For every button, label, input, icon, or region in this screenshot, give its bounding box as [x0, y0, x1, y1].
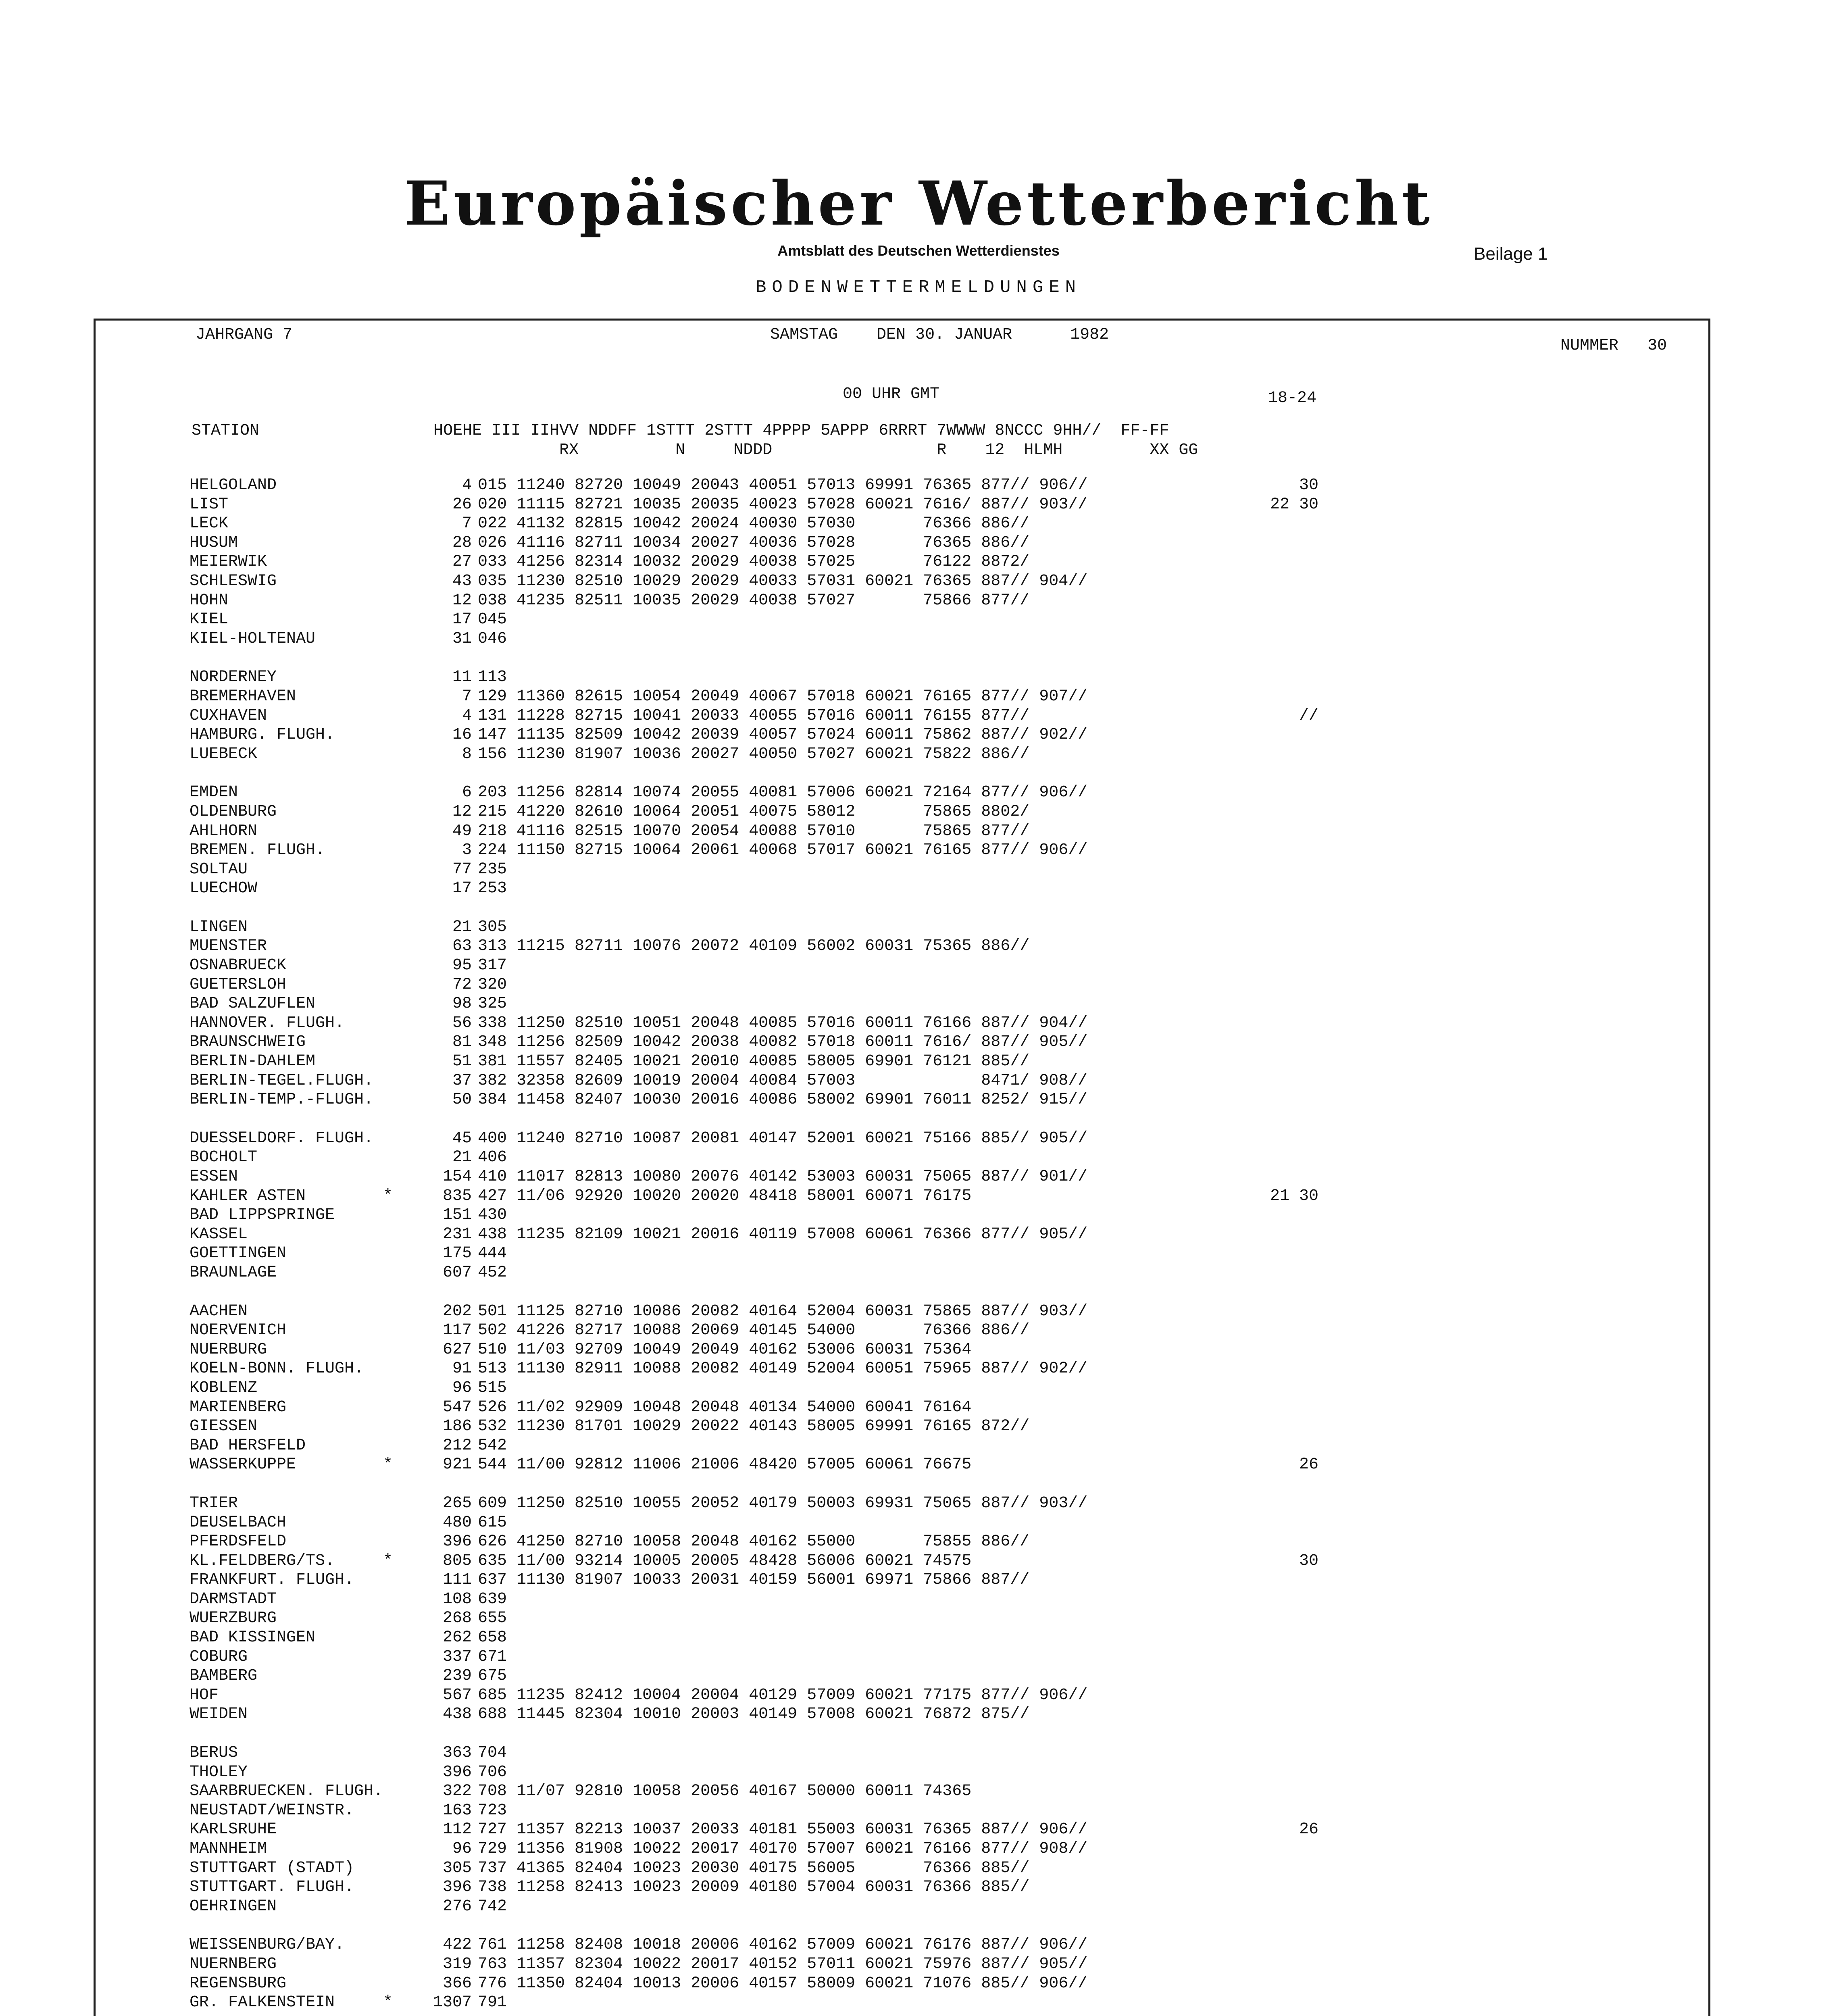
- cell-hoehe: 396: [442, 1763, 472, 1781]
- cell-hoehe: 49: [452, 822, 472, 840]
- cell-hoehe: 98: [452, 995, 472, 1013]
- cell-hoehe: 396: [442, 1533, 472, 1551]
- cell-data: 542: [478, 1436, 507, 1455]
- cell-station: HANNOVER. FLUGH.: [190, 1014, 345, 1032]
- cell-data: 045: [478, 610, 507, 629]
- cell-station: ESSEN: [190, 1168, 238, 1186]
- cell-hoehe: 17: [452, 879, 472, 898]
- cell-station: WUERZBURG: [190, 1609, 277, 1628]
- cell-station: AHLHORN: [190, 822, 258, 840]
- cell-data: 738 11258 82413 10023 20009 40180 57004 60031 76366 885//: [478, 1878, 1030, 1897]
- cell-station: HUSUM: [190, 533, 238, 552]
- cell-station: THOLEY: [190, 1763, 248, 1781]
- cell-data: 502 41226 82717 10088 20069 40145 54000 76366 886//: [478, 1321, 1030, 1340]
- cell-hoehe: 63: [452, 937, 472, 956]
- cell-station: BAD SALZUFLEN: [190, 995, 316, 1013]
- cell-station: LECK: [190, 514, 229, 533]
- cell-station: WEISSENBURG/BAY.: [190, 1936, 345, 1954]
- page-subtitle: Amtsblatt des Deutschen Wetterdienstes: [777, 242, 1060, 259]
- cell-hoehe: 366: [442, 1974, 472, 1993]
- cell-mark: *: [383, 1993, 393, 2012]
- cell-hoehe: 12: [452, 591, 472, 610]
- cell-hoehe: 96: [452, 1840, 472, 1858]
- cell-hoehe: 276: [442, 1897, 472, 1916]
- observation-time: 00 UHR GMT: [843, 385, 940, 403]
- cell-hoehe: 4: [462, 476, 472, 494]
- cell-station: BAD HERSFELD: [190, 1436, 306, 1455]
- cell-hoehe: 12: [452, 802, 472, 821]
- cell-data: 737 41365 82404 10023 20030 40175 56005 76366 885//: [478, 1859, 1030, 1877]
- cell-station: BAMBERG: [190, 1667, 258, 1685]
- cell-hoehe: 3: [462, 841, 472, 860]
- cell-hoehe: 17: [452, 610, 472, 629]
- cell-data: 526 11/02 92909 10048 20048 40134 54000 60041 76164: [478, 1398, 972, 1416]
- cell-hoehe: 163: [442, 1801, 472, 1820]
- cell-station: AACHEN: [190, 1302, 248, 1320]
- cell-hoehe: 305: [442, 1859, 472, 1877]
- cell-station: COBURG: [190, 1647, 248, 1666]
- cell-data: 675: [478, 1667, 507, 1685]
- cell-hoehe: 154: [442, 1168, 472, 1186]
- cell-hoehe: 231: [442, 1225, 472, 1243]
- cell-hoehe: 921: [442, 1456, 472, 1474]
- cell-data: 224 11150 82715 10064 20061 40068 57017 60021 76165 877// 906//: [478, 841, 1088, 860]
- cell-station: BRAUNLAGE: [190, 1263, 277, 1282]
- cell-data: 729 11356 81908 10022 20017 40170 57007 60021 76166 877// 908//: [478, 1840, 1088, 1858]
- cell-data: 406: [478, 1148, 507, 1167]
- cell-station: BOCHOLT: [190, 1148, 258, 1167]
- cell-data: 400 11240 82710 10087 20081 40147 52001 60021 75166 885// 905//: [478, 1129, 1088, 1148]
- cell-data: 235: [478, 860, 507, 879]
- cell-data: 513 11130 82911 10088 20082 40149 52004 60051 75965 887// 902//: [478, 1360, 1088, 1378]
- cell-data: 317: [478, 956, 507, 975]
- cell-data: 381 11557 82405 10021 20010 40085 58005 69901 76121 885//: [478, 1052, 1030, 1071]
- cell-station: NUERNBERG: [190, 1955, 277, 1973]
- cell-hoehe: 151: [442, 1206, 472, 1225]
- cell-data: 723: [478, 1801, 507, 1820]
- cell-hoehe: 212: [442, 1436, 472, 1455]
- cell-hoehe: 322: [442, 1782, 472, 1801]
- cell-station: HOHN: [190, 591, 229, 610]
- cell-station: NORDERNEY: [190, 668, 277, 687]
- cell-hoehe: 43: [452, 572, 472, 590]
- cell-hoehe: 95: [452, 956, 472, 975]
- cell-data: 427 11/06 92920 10020 20020 48418 58001 60071 76175: [478, 1187, 972, 1205]
- cell-hoehe: 175: [442, 1244, 472, 1263]
- cell-station: STUTTGART. FLUGH.: [190, 1878, 354, 1897]
- cell-station: LUECHOW: [190, 879, 258, 898]
- cell-hoehe: 567: [442, 1686, 472, 1704]
- cell-station: MANNHEIM: [190, 1840, 267, 1858]
- cell-station: PFERDSFELD: [190, 1533, 287, 1551]
- cell-data: 635 11/00 93214 10005 20005 48428 56006 60021 74575: [478, 1552, 972, 1570]
- cell-station: BAD KISSINGEN: [190, 1629, 316, 1647]
- cell-hoehe: 835: [442, 1187, 472, 1205]
- cell-data: 532 11230 81701 10029 20022 40143 58005 69991 76165 872//: [478, 1417, 1030, 1436]
- cell-hoehe: 28: [452, 533, 472, 552]
- cell-station: MUENSTER: [190, 937, 267, 956]
- cell-extra: 26: [1299, 1820, 1318, 1839]
- column-header-line-2: RX N NDDD R 12 HLMH XX GG: [192, 441, 1198, 459]
- cell-data: 438 11235 82109 10021 20016 40119 57008 60061 76366 877// 905//: [478, 1225, 1088, 1243]
- cell-station: KASSEL: [190, 1225, 248, 1243]
- cell-station: SAARBRUECKEN. FLUGH.: [190, 1782, 383, 1801]
- cell-station: KAHLER ASTEN: [190, 1187, 306, 1205]
- cell-data: 609 11250 82510 10055 20052 40179 50003 69931 75065 887// 903//: [478, 1494, 1088, 1512]
- cell-hoehe: 422: [442, 1936, 472, 1954]
- cell-hoehe: 547: [442, 1398, 472, 1416]
- cell-station: BERLIN-DAHLEM: [190, 1052, 316, 1071]
- cell-data: 706: [478, 1763, 507, 1781]
- cell-station: EMDEN: [190, 783, 238, 802]
- cell-extra: 30: [1299, 476, 1318, 494]
- cell-hoehe: 81: [452, 1033, 472, 1052]
- cell-station: GIESSEN: [190, 1417, 258, 1436]
- cell-data: 033 41256 82314 10032 20029 40038 57025 76122 8872/: [478, 553, 1030, 571]
- cell-hoehe: 21: [452, 918, 472, 936]
- cell-station: BERUS: [190, 1744, 238, 1762]
- cell-data: 727 11357 82213 10037 20033 40181 55003 60031 76365 887// 906//: [478, 1820, 1088, 1839]
- cell-station: HAMBURG. FLUGH.: [190, 726, 335, 744]
- cell-hoehe: 111: [442, 1571, 472, 1589]
- cell-data: 444: [478, 1244, 507, 1263]
- cell-data: 147 11135 82509 10042 20039 40057 57024 60011 75862 887// 902//: [478, 726, 1088, 744]
- cell-hoehe: 265: [442, 1494, 472, 1512]
- cell-data: 501 11125 82710 10086 20082 40164 52004 60031 75865 887// 903//: [478, 1302, 1088, 1320]
- cell-hoehe: 268: [442, 1609, 472, 1628]
- cell-station: NUERBURG: [190, 1340, 267, 1359]
- cell-data: 113: [478, 668, 507, 687]
- cell-station: LIST: [190, 495, 229, 514]
- cell-data: 253: [478, 879, 507, 898]
- cell-station: HOF: [190, 1686, 219, 1704]
- cell-data: 131 11228 82715 10041 20033 40055 57016 60011 76155 877//: [478, 706, 1030, 725]
- cell-hoehe: 77: [452, 860, 472, 879]
- cell-hoehe: 72: [452, 975, 472, 994]
- date-label: SAMSTAG DEN 30. JANUAR 1982: [770, 326, 1109, 344]
- cell-station: KOELN-BONN. FLUGH.: [190, 1360, 364, 1378]
- cell-data: 046: [478, 629, 507, 648]
- cell-hoehe: 4: [462, 706, 472, 725]
- cell-station: WEIDEN: [190, 1705, 248, 1724]
- cell-data: 658: [478, 1629, 507, 1647]
- cell-data: 655: [478, 1609, 507, 1628]
- cell-hoehe: 396: [442, 1878, 472, 1897]
- cell-station: BAD LIPPSPRINGE: [190, 1206, 335, 1225]
- cell-station: NOERVENICH: [190, 1321, 287, 1340]
- section-title: BODENWETTERMELDUNGEN: [755, 277, 1082, 298]
- nummer-label: NUMMER 30: [1560, 337, 1667, 355]
- cell-hoehe: 96: [452, 1379, 472, 1397]
- cell-hoehe: 26: [452, 495, 472, 514]
- cell-data: 022 41132 82815 10042 20024 40030 57030 76366 886//: [478, 514, 1030, 533]
- beilage-label: Beilage 1: [1474, 244, 1548, 264]
- cell-data: 761 11258 82408 10018 20006 40162 57009 60021 76176 887// 906//: [478, 1936, 1088, 1954]
- column-header-line-1: STATION HOEHE III IIHVV NDDFF 1STTT 2STTT 4PPPP 5APPP 6RRRT 7WWWW 8NCCC 9HH// FF-FF: [192, 422, 1169, 440]
- cell-data: 020 11115 82721 10035 20035 40023 57028 60021 7616/ 887// 903//: [478, 495, 1088, 514]
- cell-hoehe: 11: [452, 668, 472, 687]
- cell-data: 515: [478, 1379, 507, 1397]
- column-headers: [192, 421, 1198, 460]
- cell-hoehe: 56: [452, 1014, 472, 1032]
- cell-station: HELGOLAND: [190, 476, 277, 494]
- cell-hoehe: 186: [442, 1417, 472, 1436]
- cell-hoehe: 805: [442, 1552, 472, 1570]
- cell-data: 763 11357 82304 10022 20017 40152 57011 60021 75976 887// 905//: [478, 1955, 1088, 1973]
- cell-hoehe: 627: [442, 1340, 472, 1359]
- cell-station: MARIENBERG: [190, 1398, 287, 1416]
- cell-hoehe: 112: [442, 1820, 472, 1839]
- cell-data: 325: [478, 995, 507, 1013]
- cell-station: OLDENBURG: [190, 802, 277, 821]
- cell-hoehe: 8: [462, 745, 472, 763]
- cell-data: 038 41235 82511 10035 20029 40038 57027 75866 877//: [478, 591, 1030, 610]
- cell-station: BREMEN. FLUGH.: [190, 841, 325, 860]
- cell-data: 320: [478, 975, 507, 994]
- cell-data: 218 41116 82515 10070 20054 40088 57010 75865 877//: [478, 822, 1030, 840]
- cell-hoehe: 6: [462, 783, 472, 802]
- cell-hoehe: 7: [462, 514, 472, 533]
- cell-hoehe: 337: [442, 1647, 472, 1666]
- cell-station: LUEBECK: [190, 745, 258, 763]
- cell-station: KARLSRUHE: [190, 1820, 277, 1839]
- cell-hoehe: 7: [462, 687, 472, 706]
- cell-data: 704: [478, 1744, 507, 1762]
- cell-extra: //: [1299, 706, 1318, 725]
- cell-station: DARMSTADT: [190, 1590, 277, 1608]
- cell-data: 708 11/07 92810 10058 20056 40167 50000 60011 74365: [478, 1782, 972, 1801]
- cell-data: 452: [478, 1263, 507, 1282]
- cell-station: KIEL: [190, 610, 229, 629]
- cell-station: MEIERWIK: [190, 553, 267, 571]
- cell-data: 348 11256 82509 10042 20038 40082 57018 60011 7616/ 887// 905//: [478, 1033, 1088, 1052]
- cell-station: SOLTAU: [190, 860, 248, 879]
- cell-hoehe: 91: [452, 1360, 472, 1378]
- cell-station: NEUSTADT/WEINSTR.: [190, 1801, 354, 1820]
- cell-data: 015 11240 82720 10049 20043 40051 57013 69991 76365 877// 906//: [478, 476, 1088, 494]
- cell-hoehe: 31: [452, 629, 472, 648]
- cell-station: SCHLESWIG: [190, 572, 277, 590]
- cell-data: 639: [478, 1590, 507, 1608]
- cell-data: 626 41250 82710 10058 20048 40162 55000 75855 886//: [478, 1533, 1030, 1551]
- cell-hoehe: 1307: [433, 1993, 472, 2012]
- cell-data: 791: [478, 1993, 507, 2012]
- cell-data: 688 11445 82304 10010 20003 40149 57008 60021 76872 875//: [478, 1705, 1030, 1724]
- cell-mark: *: [383, 1456, 393, 1474]
- cell-hoehe: 480: [442, 1513, 472, 1532]
- cell-extra: 30: [1299, 1552, 1318, 1570]
- cell-station: WASSERKUPPE: [190, 1456, 296, 1474]
- cell-data: 637 11130 81907 10033 20031 40159 56001 69971 75866 887//: [478, 1571, 1030, 1589]
- cell-station: OEHRINGEN: [190, 1897, 277, 1916]
- cell-station: FRANKFURT. FLUGH.: [190, 1571, 354, 1589]
- cell-extra: 21 30: [1270, 1187, 1318, 1205]
- cell-station: BREMERHAVEN: [190, 687, 296, 706]
- cell-hoehe: 37: [452, 1071, 472, 1090]
- cell-extra: 26: [1299, 1456, 1318, 1474]
- cell-hoehe: 363: [442, 1744, 472, 1762]
- cell-data: 384 11458 82407 10030 20016 40086 58002 69901 76011 8252/ 915//: [478, 1091, 1088, 1109]
- cell-data: 215 41220 82610 10064 20051 40075 58012 75865 8802/: [478, 802, 1030, 821]
- cell-data: 203 11256 82814 10074 20055 40081 57006 60021 72164 877// 906//: [478, 783, 1088, 802]
- cell-data: 313 11215 82711 10076 20072 40109 56002 60031 75365 886//: [478, 937, 1030, 956]
- cell-station: KIEL-HOLTENAU: [190, 629, 316, 648]
- cell-data: 338 11250 82510 10051 20048 40085 57016 60011 76166 887// 904//: [478, 1014, 1088, 1032]
- cell-station: BRAUNSCHWEIG: [190, 1033, 306, 1052]
- cell-data: 129 11360 82615 10054 20049 40067 57018 60021 76165 877// 907//: [478, 687, 1088, 706]
- cell-data: 382 32358 82609 10019 20004 40084 57003 8471/ 908//: [478, 1071, 1088, 1090]
- cell-hoehe: 239: [442, 1667, 472, 1685]
- cell-data: 410 11017 82813 10080 20076 40142 53003 60031 75065 887// 901//: [478, 1168, 1088, 1186]
- cell-mark: *: [383, 1187, 393, 1205]
- cell-hoehe: 51: [452, 1052, 472, 1071]
- page-title: Europäischer Wetterbericht: [404, 168, 1433, 239]
- cell-station: GOETTINGEN: [190, 1244, 287, 1263]
- cell-station: LINGEN: [190, 918, 248, 936]
- cell-station: DEUSELBACH: [190, 1513, 287, 1532]
- cell-data: 305: [478, 918, 507, 936]
- cell-station: TRIER: [190, 1494, 238, 1512]
- cell-data: 035 11230 82510 10029 20029 40033 57031 60021 76365 887// 904//: [478, 572, 1088, 590]
- cell-station: BERLIN-TEMP.-FLUGH.: [190, 1091, 374, 1109]
- extra-time-range: 18-24: [1268, 389, 1317, 407]
- cell-hoehe: 16: [452, 726, 472, 744]
- cell-data: 156 11230 81907 10036 20027 40050 57027 60021 75822 886//: [478, 745, 1030, 763]
- cell-station: REGENSBURG: [190, 1974, 287, 1993]
- cell-station: DUESSELDORF. FLUGH.: [190, 1129, 374, 1148]
- cell-data: 510 11/03 92709 10049 20049 40162 53006 60031 75364: [478, 1340, 972, 1359]
- cell-data: 026 41116 82711 10034 20027 40036 57028 76365 886//: [478, 533, 1030, 552]
- cell-station: CUXHAVEN: [190, 706, 267, 725]
- cell-hoehe: 45: [452, 1129, 472, 1148]
- cell-extra: 22 30: [1270, 495, 1318, 514]
- cell-hoehe: 108: [442, 1590, 472, 1608]
- cell-station: OSNABRUECK: [190, 956, 287, 975]
- cell-mark: *: [383, 1552, 393, 1570]
- cell-station: GR. FALKENSTEIN: [190, 1993, 335, 2012]
- cell-station: BERLIN-TEGEL.FLUGH.: [190, 1071, 374, 1090]
- cell-hoehe: 607: [442, 1263, 472, 1282]
- cell-hoehe: 27: [452, 553, 472, 571]
- cell-station: KL.FELDBERG/TS.: [190, 1552, 335, 1570]
- cell-station: STUTTGART (STADT): [190, 1859, 354, 1877]
- cell-data: 615: [478, 1513, 507, 1532]
- cell-hoehe: 117: [442, 1321, 472, 1340]
- cell-hoehe: 262: [442, 1629, 472, 1647]
- cell-station: GUETERSLOH: [190, 975, 287, 994]
- cell-hoehe: 50: [452, 1091, 472, 1109]
- cell-data: 742: [478, 1897, 507, 1916]
- cell-data: 544 11/00 92812 11006 21006 48420 57005 60061 76675: [478, 1456, 972, 1474]
- jahrgang-label: JAHRGANG 7: [196, 326, 293, 344]
- cell-data: 776 11350 82404 10013 20006 40157 58009 60021 71076 885// 906//: [478, 1974, 1088, 1993]
- cell-hoehe: 202: [442, 1302, 472, 1320]
- cell-station: KOBLENZ: [190, 1379, 258, 1397]
- cell-data: 685 11235 82412 10004 20004 40129 57009 60021 77175 877// 906//: [478, 1686, 1088, 1704]
- cell-hoehe: 438: [442, 1705, 472, 1724]
- cell-hoehe: 21: [452, 1148, 472, 1167]
- cell-data: 671: [478, 1647, 507, 1666]
- cell-data: 430: [478, 1206, 507, 1225]
- cell-hoehe: 319: [442, 1955, 472, 1973]
